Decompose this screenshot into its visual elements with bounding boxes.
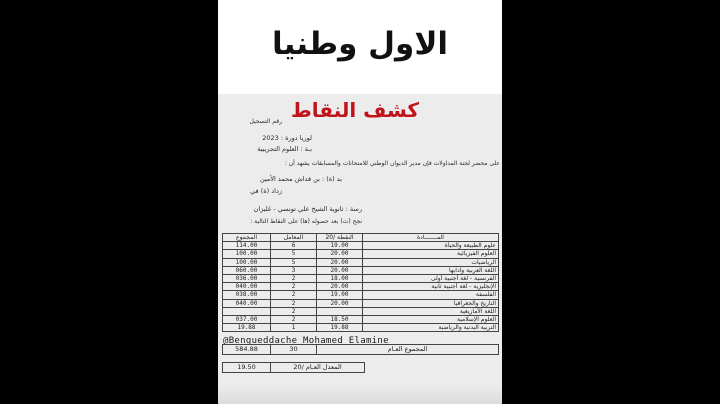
image-panel <box>218 0 502 404</box>
cell-subject: العلوم الإسلامية <box>363 316 499 324</box>
cell-grade: 19.88 <box>317 324 363 332</box>
sum-total: 584.88 <box>223 345 271 355</box>
cell-subject: الإنجليزية - لغة أجنبية ثانية <box>363 283 499 291</box>
table-row <box>223 242 499 250</box>
transcript-document <box>218 94 502 404</box>
grades-table <box>222 233 499 332</box>
sum-row <box>223 345 499 355</box>
info-statement: على محضر لجنة المداولات فإن مدير الديوان الوطني للامتحانات والمسابقات يشهد أن : <box>284 160 500 167</box>
info-stream: بـة : العلوم التجريبية <box>257 145 312 153</box>
cell-coef: 6 <box>271 242 317 250</box>
cell-coef: 2 <box>271 307 317 315</box>
cell-subject: العلوم الفيزيائية <box>363 250 499 258</box>
cell-total: 19.88 <box>223 324 271 332</box>
cell-grade: 18.00 <box>317 275 363 283</box>
cell-subject: التاريخ والجغرافيا <box>363 299 499 307</box>
cell-grade: 20.00 <box>317 266 363 274</box>
info-session: لوريا دورة : 2023 <box>262 134 312 142</box>
headline-text: الاول وطنيا <box>271 26 449 62</box>
cell-total: 037.00 <box>223 316 271 324</box>
header-grade: النقطة /20 <box>317 234 363 242</box>
cell-grade: 18.50 <box>317 316 363 324</box>
cell-total: 060.00 <box>223 266 271 274</box>
table-row <box>223 250 499 258</box>
cell-coef: 1 <box>271 324 317 332</box>
average-label: المعدل العـام /20 <box>271 363 365 373</box>
cell-subject: الرياضيات <box>363 258 499 266</box>
info-name: بد (ة) : بن قداش محمد الأمين <box>259 175 342 183</box>
cell-subject: التربية البدنية والرياضية <box>363 324 499 332</box>
cell-total: 040.00 <box>223 283 271 291</box>
table-row <box>223 266 499 274</box>
document-title: كشف النقاط <box>291 98 419 122</box>
sum-coef: 30 <box>271 345 317 355</box>
cell-subject: علوم الطبيعة والحياة <box>363 242 499 250</box>
cell-grade: 20.00 <box>317 258 363 266</box>
table-row <box>223 316 499 324</box>
average-row <box>223 363 499 373</box>
table-header-row <box>223 234 499 242</box>
cell-total: 114.00 <box>223 242 271 250</box>
cell-subject: الفلسفة <box>363 291 499 299</box>
sum-label: المجموع العـام <box>317 345 499 355</box>
header-subject: المـــــــادة <box>363 234 499 242</box>
info-birth: زداد (ة) في <box>250 187 282 195</box>
header-coef: المعامل <box>271 234 317 242</box>
cell-coef: 2 <box>271 316 317 324</box>
watermark-text: @Bengueddache Mohamed Elamine <box>223 336 389 346</box>
cell-grade: 19.00 <box>317 291 363 299</box>
table-row <box>223 299 499 307</box>
average-table <box>222 362 499 373</box>
cell-grade <box>317 307 363 315</box>
total-sum-table <box>222 344 499 355</box>
table-row <box>223 324 499 332</box>
cell-coef: 2 <box>271 275 317 283</box>
cell-subject: الفرنسية - لغة أجنبية أولى <box>363 275 499 283</box>
cell-coef: 2 <box>271 283 317 291</box>
cell-grade: 20.00 <box>317 299 363 307</box>
average-value: 19.50 <box>223 363 271 373</box>
average-blank <box>365 363 499 373</box>
cell-coef: 5 <box>271 258 317 266</box>
cell-total: 040.00 <box>223 299 271 307</box>
info-school: رسة : ثانوية الشيخ علي تونسي - غليزان <box>253 205 362 213</box>
cell-total: 100.00 <box>223 250 271 258</box>
header-total: المجموع <box>223 234 271 242</box>
cell-total: 036.00 <box>223 275 271 283</box>
cell-coef: 2 <box>271 291 317 299</box>
cell-total: 038.00 <box>223 291 271 299</box>
table-row <box>223 275 499 283</box>
cell-total: 100.00 <box>223 258 271 266</box>
cell-coef: 2 <box>271 299 317 307</box>
cell-total <box>223 307 271 315</box>
info-success: نجح (ت) بعد حصوله (ها) على النقاط التالية : <box>250 218 362 225</box>
table-row <box>223 291 499 299</box>
cell-grade: 20.00 <box>317 283 363 291</box>
table-row <box>223 307 499 315</box>
cell-coef: 3 <box>271 266 317 274</box>
paper-shadow <box>218 384 502 404</box>
cell-grade: 20.00 <box>317 250 363 258</box>
table-row <box>223 258 499 266</box>
registration-number-label: رقم التسجيل <box>249 118 282 125</box>
cell-subject: اللغة الأمازيغية <box>363 307 499 315</box>
table-row <box>223 283 499 291</box>
cell-coef: 5 <box>271 250 317 258</box>
cell-subject: اللغة العربية وآدابها <box>363 266 499 274</box>
cell-grade: 19.00 <box>317 242 363 250</box>
